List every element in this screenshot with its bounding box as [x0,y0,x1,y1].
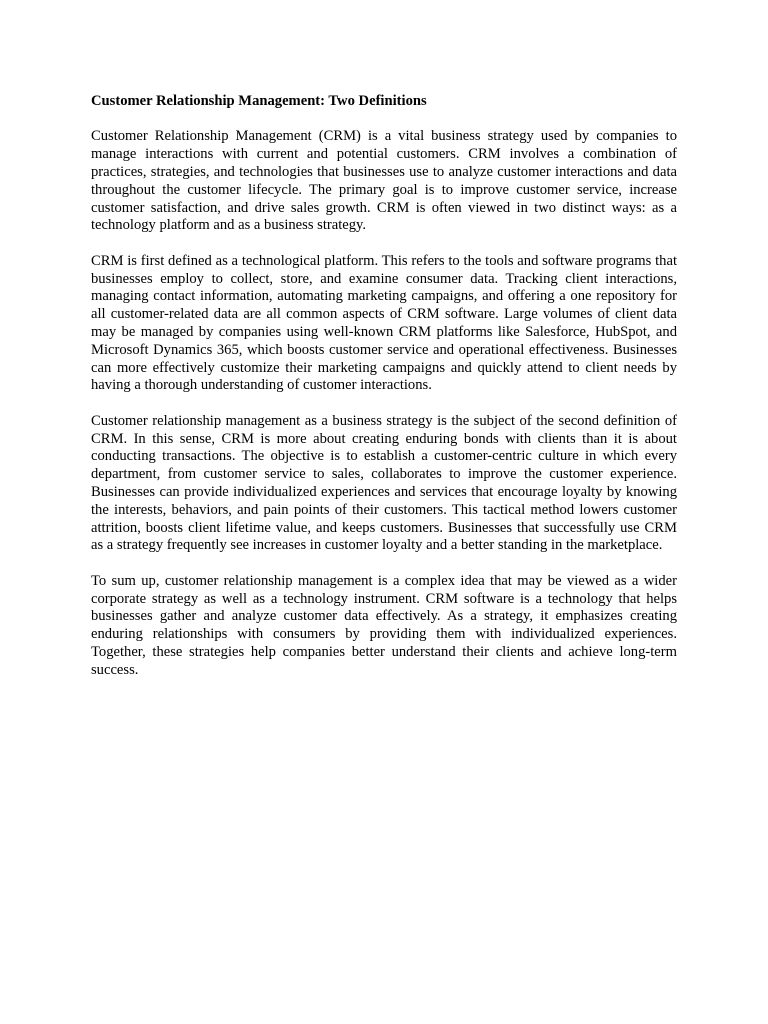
paragraph-technology-platform: CRM is first defined as a technological platform. This refers to the tools and software programs that businesses employ to collect, store, and examine consumer data. Tracking client interactions, managing contact information, automating marketing campaigns, and offering a one repository for all customer-related data are all common aspects of CRM software. Large volumes of client data may be managed by companies using well-known CRM platforms like Salesforce, HubSpot, and Microsoft Dynamics 365, which boosts customer service and operational effectiveness. Businesses can more effectively customize their marketing campaigns and quickly attend to client needs by having a thorough understanding of customer interactions. [91,252,677,394]
document-body [91,93,677,697]
document-title: Customer Relationship Management: Two Definitions [91,93,427,109]
paragraph-conclusion: To sum up, customer relationship management is a complex idea that may be viewed as a wider corporate strategy as well as a technology instrument. CRM software is a technology that helps businesses gather and analyze customer data effectively. As a strategy, it emphasizes creating enduring relationships with consumers by providing them with individualized experiences. Together, these strategies help companies better understand their clients and achieve long-term success. [91,572,677,678]
paragraph-business-strategy: Customer relationship management as a business strategy is the subject of the second definition of CRM. In this sense, CRM is more about creating enduring bonds with clients than it is about conducting transactions. The objective is to establish a customer-centric culture in which every department, from customer service to sales, collaborates to improve the customer experience. Businesses can provide individualized experiences and services that encourage loyalty by knowing the interests, behaviors, and pain points of their customers. This tactical method lowers customer attrition, boosts client lifetime value, and keeps customers. Businesses that successfully use CRM as a strategy frequently see increases in customer loyalty and a better standing in the marketplace. [91,412,677,554]
paragraph-introduction: Customer Relationship Management (CRM) is a vital business strategy used by companies to manage interactions with current and potential customers. CRM involves a combination of practices, strategies, and technologies that businesses use to analyze customer interactions and data throughout the customer lifecycle. The primary goal is to improve customer service, increase customer satisfaction, and drive sales growth. CRM is often viewed in two distinct ways: as a technology platform and as a business strategy. [91,128,677,234]
